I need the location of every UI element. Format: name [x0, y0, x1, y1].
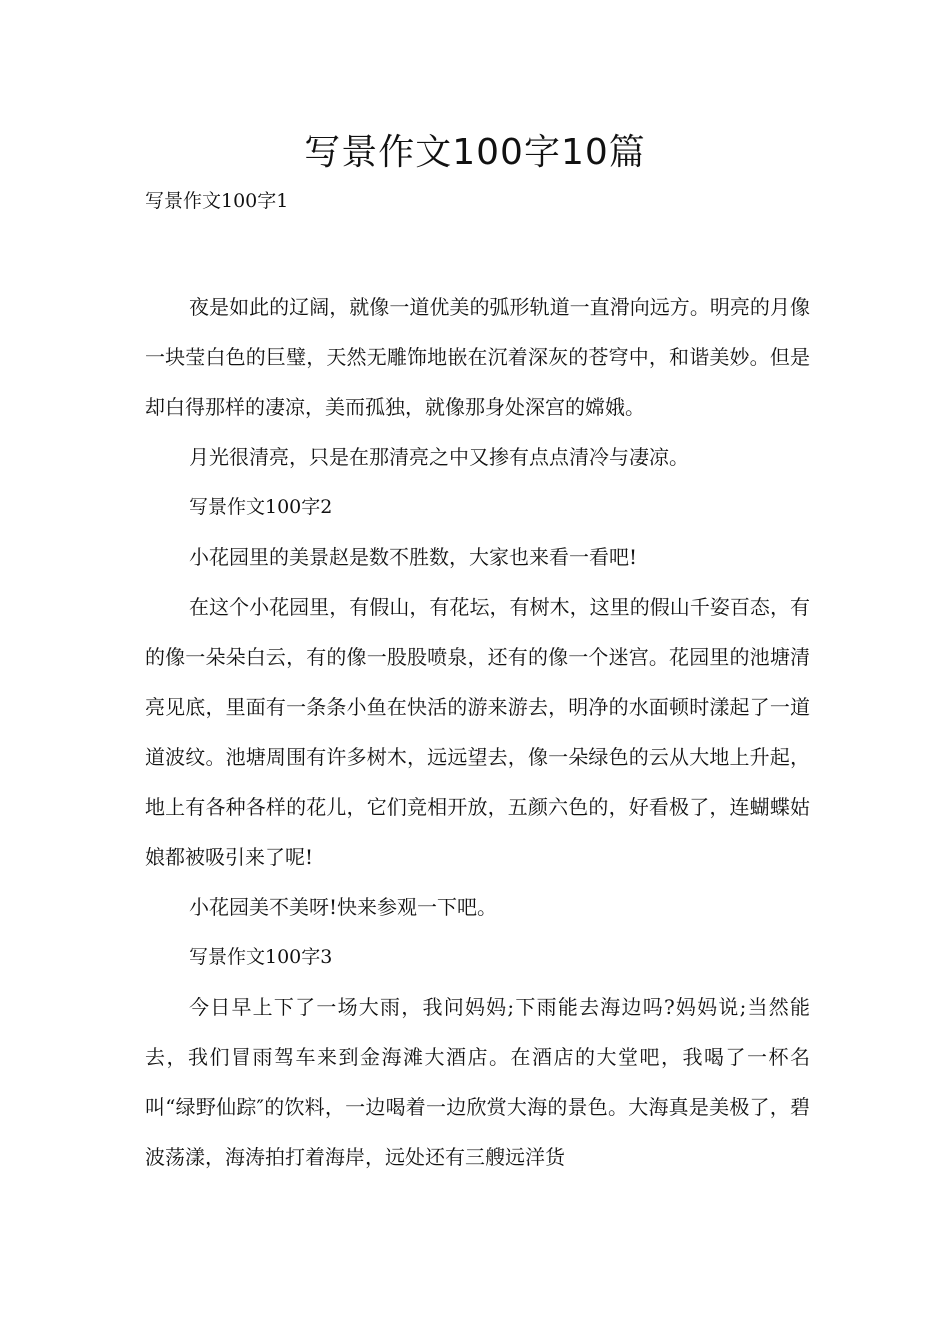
- document-body: [145, 282, 810, 1182]
- paragraph: 今日早上下了一场大雨，我问妈妈;下雨能去海边吗?妈妈说;当然能去，我们冒雨驾车来到金海滩大酒店。在酒店的大堂吧，我喝了一杯名叫“绿野仙踪″的饮料，一边喝着一边欣赏大海的景色。大海真是美极了，碧波荡漾，海涛拍打着海岸，远处还有三艘远洋货: [145, 995, 810, 1169]
- paragraph: 夜是如此的辽阔，就像一道优美的弧形轨道一直滑向远方。明亮的月像一块莹白色的巨璧，天然无雕饰地嵌在沉着深灰的苍穹中，和谐美妙。但是却白得那样的凄凉，美而孤独，就像那身处深宫的嫦娥。: [145, 295, 810, 419]
- section-heading-1: 写景作文100字1: [145, 190, 289, 212]
- paragraph: 小花园美不美呀!快来参观一下吧。: [189, 895, 498, 919]
- section-heading-2: 写景作文100字2: [189, 496, 333, 518]
- section-heading-3: 写景作文100字3: [189, 946, 333, 968]
- paragraph: 在这个小花园里，有假山，有花坛，有树木，这里的假山千姿百态，有的像一朵朵白云，有的像一股股喷泉，还有的像一个迷宫。花园里的池塘清亮见底，里面有一条条小鱼在快活的游来游去，明净的水面顿时漾起了一道道波纹。池塘周围有许多树木，远远望去，像一朵绿色的云从大地上升起，地上有各种各样的花儿，它们竞相开放，五颜六色的，好看极了，连蝴蝶姑娘都被吸引来了呢!: [145, 595, 810, 869]
- document-title: 写景作文100字10篇: [304, 132, 646, 173]
- paragraph: 小花园里的美景赵是数不胜数，大家也来看一看吧!: [189, 545, 638, 569]
- paragraph: 月光很清亮，只是在那清亮之中又掺有点点清冷与凄凉。: [189, 445, 689, 469]
